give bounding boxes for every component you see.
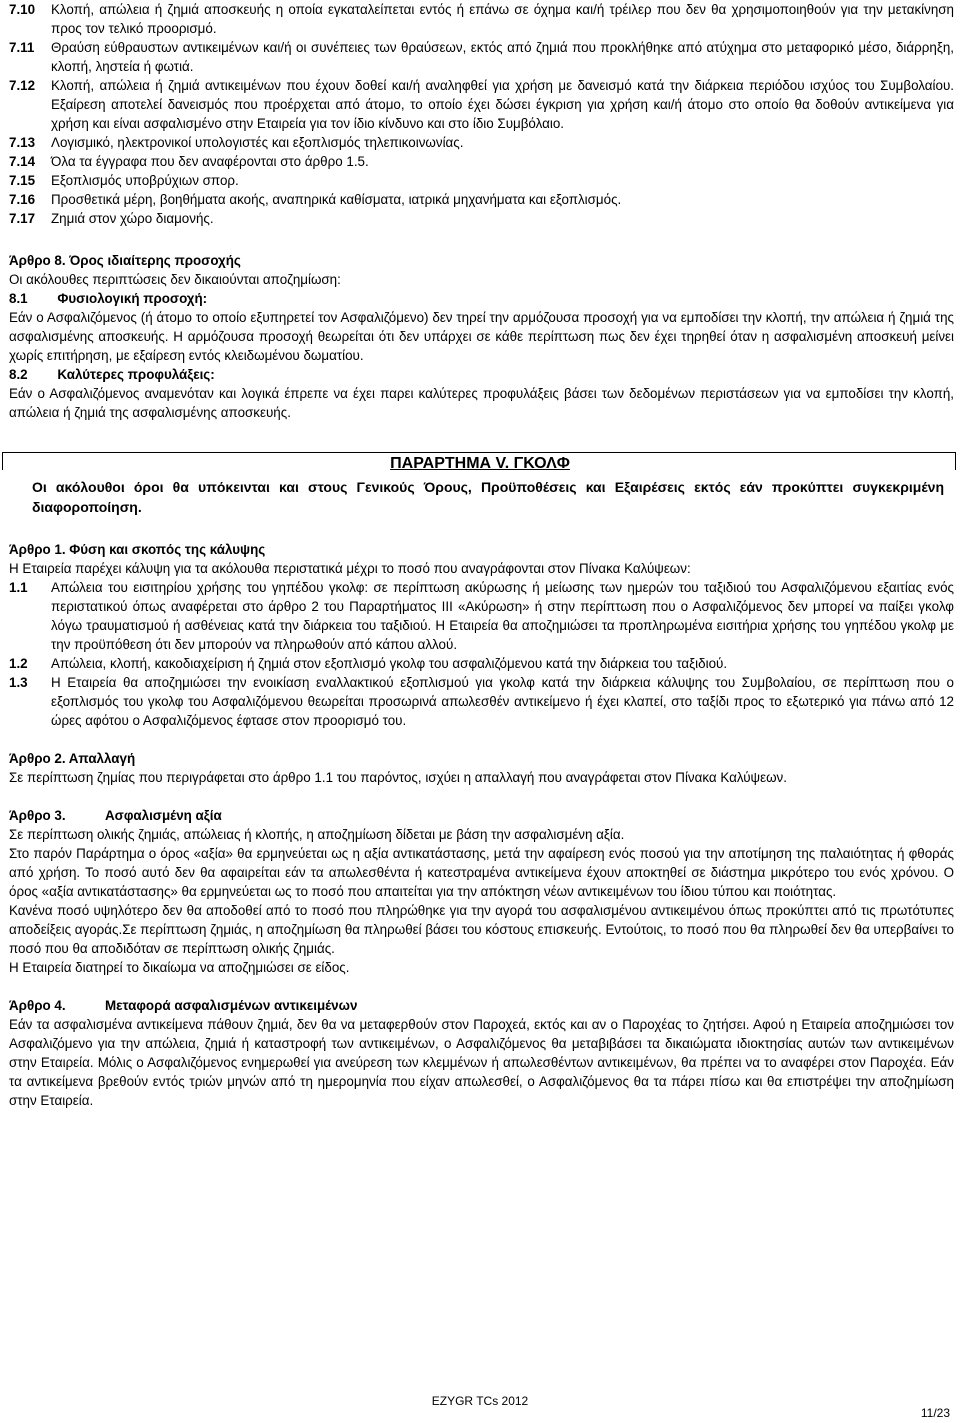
- list-item: [9, 133, 954, 152]
- item-text: Κλοπή, απώλεια ή ζημιά αποσκευής η οποία εγκαταλείπεται εντός ή επάνω σε όχημα και/ή τρέιλερ που δεν θα χρησιμοποιηθούν για την μετακίνηση προς τον τελικό προορισμό.: [51, 2, 954, 36]
- article-paragraph: Σε περίπτωση ολικής ζημιάς, απώλειας ή κλοπής, η αποζημίωση δίδεται με βάση την ασφαλισμένη αξία.: [9, 827, 625, 842]
- annex-articles: [9, 540, 954, 1110]
- item-number: 1.1: [9, 580, 28, 595]
- item-number: 1.3: [9, 675, 28, 690]
- item-number: 7.11: [9, 40, 35, 55]
- item-text: Απώλεια του εισιτηρίου χρήσης του γηπέδου γκολφ: σε περίπτωση ακύρωσης ή μείωσης των ημερών του ταξιδιού του Ασφαλιζόμενου εξαιτίας ενός περιστατικού όπως αναφέρεται στο άρθρο 2 του Παραρτήματος III «Ακύρωση» ή στην περίπτωση που ο Ασφαλιζόμενος δεν μπορεί να παίξει γκολφ λόγω τραυματισμού ή ασθένειας κατά την διάρκεια του ταξιδιού. Η Εταιρεία θα αποζημιώσει τα προπληρωμένα εισιτήρια χρήσης του γηπέδου γκολφ με την προϋπόθεση ότι δεν μπορούν να πληρωθούν από κάπου αλλού.: [51, 580, 954, 652]
- article-title: Μεταφορά ασφαλισμένων αντικειμένων: [105, 998, 358, 1013]
- item-text: Εξοπλισμός υποβρύχιων σπορ.: [51, 173, 239, 188]
- list-item: [9, 209, 954, 228]
- list-item: [9, 76, 954, 133]
- item-number: 7.15: [9, 173, 36, 188]
- item-number: 7.13: [9, 135, 36, 150]
- subsection-text: Εάν ο Ασφαλιζόμενος (ή άτομο το οποίο εξυπηρετεί τον Ασφαλιζόμενο) δεν τηρεί την αρμόζουσα προσοχή για να εμποδίσει την κλοπή, την απώλεια ή ζημιά της ασφαλισμένης αποσκευής. Η αρμόζουσα προσοχή θεωρείται ότι δεν υπάρχει σε κάθε περίπτωση πως δεν έχει τηρηθεί όταν η ασφαλισμένη αποσκευή μείνει χωρίς επιτήρηση, με εξαίρεση εντός κλειδωμένου δωματίου.: [9, 310, 954, 363]
- article-intro: Η Εταιρεία παρέχει κάλυψη για τα ακόλουθα περιστατικά μέχρι το ποσό που αναγράφονται στον Πίνακα Καλύψεων:: [9, 561, 691, 576]
- article-heading: [9, 806, 954, 825]
- item-number: 7.17: [9, 211, 36, 226]
- article-paragraph: Κανένα ποσό υψηλότερο δεν θα αποδοθεί από το ποσό που πληρώθηκε για την αγορά του ασφαλισμένου αντικειμένου όπως προκύπτει από τις πρωτότυπες αποδείξεις αγοράς.Σε περίπτωση ζημιάς, η αποζημίωση θα πληρωθεί βάσει του κόστους επισκευής. Εντούτοις, το ποσό που θα πληρωθεί δεν θα υπερβαίνει το ποσό που θα αποδιδόταν σε περίπτωση ολικής ζημιάς.: [9, 903, 954, 956]
- item-number: 7.16: [9, 192, 36, 207]
- item-text: Λογισμικό, ηλεκτρονικοί υπολογιστές και εξοπλισμός τηλεπικοινωνίας.: [51, 135, 464, 150]
- subsection-text: Εάν ο Ασφαλιζόμενος αναμενόταν και λογικά έπρεπε να έχει παρει καλύτερες προφυλάξεις βάσει των δεδομένων περιστάσεων για να εμποδίσει την κλοπή, απώλεια ή ζημιά της ασφαλισμένης αποσκευής.: [9, 386, 954, 420]
- article-paragraph: Στο παρόν Παράρτημα ο όρος «αξία» θα ερμηνεύεται ως η αξία αντικατάστασης, μετά την αφαίρεση ενός ποσού για την αποτίμηση της παλαιότητας ή φθοράς από χρήση. Το ποσό αυτό δεν θα αφαιρείται εάν τα απωλεσθέντα ή κατεστραμένα αντικείμενα έχουν αποκτηθεί σε διάστημα μικρότερο του ενός χρόνου. Ο όρος «αξία αντικατάστασης» θα ερμηνεύεται ως το ποσό που απαιτείται για την απόκτηση νέων αντικειμένων του ίδιου τύπου και ποιότητας.: [9, 846, 954, 899]
- article-title: Ασφαλισμένη αξία: [105, 808, 222, 823]
- article-label: Άρθρο 4.: [9, 998, 66, 1013]
- list-item: [9, 38, 954, 76]
- subsection-heading: 8.2 Καλύτερες προφυλάξεις:: [9, 367, 215, 382]
- article-heading: Άρθρο 8. Όρος ιδιαίτερης προσοχής: [9, 253, 241, 268]
- item-text: Όλα τα έγγραφα που δεν αναφέρονται στο άρθρο 1.5.: [51, 154, 369, 169]
- item-text: Η Εταιρεία θα αποζημιώσει την ενοικίαση εναλλακτικού εξοπλισμού για γκολφ κατά την διάρκεια κάλυψης του Συμβολαίου, σε περίπτωση που ο εξοπλισμός του γκολφ του Ασφαλιζόμενου θεωρείται προσωρινά απωλεσθέν αντικείμενο ή έχει κλαπεί, στο ταξίδι προς το εξωτερικό για πάνω από 12 ώρες αφότου ο Ασφαλιζόμενος έφτασε στον προορισμό του.: [51, 675, 954, 728]
- item-number: 7.12: [9, 78, 36, 93]
- article-heading: [9, 996, 954, 1015]
- list-item: [9, 152, 954, 171]
- item-text: Κλοπή, απώλεια ή ζημιά αντικειμένων που έχουν δοθεί και/ή αναληφθεί για χρήση με δανεισμό κατά την διάρκεια περιόδου ισχύος του Συμβολαίου. Εξαίρεση αποτελεί δανεισμός που προέρχεται από άτομο, το οποίο έχει δώσει έγκριση για χρήση και/ή άτομο στο οποίο θα δοθούν αντικείμενα για χρήση και είναι ασφαλισμένο στην Εταιρεία για τον ίδιο κίνδυνο και στο ίδιο Συμβόλαιο.: [51, 78, 954, 131]
- exclusions-list: [9, 0, 954, 228]
- list-item: [9, 0, 954, 38]
- annex-intro: Οι ακόλουθοι όροι θα υπόκεινται και στους Γενικούς Όρους, Προϋποθέσεις και Εξαιρέσεις εκτός εάν προκύπτει συγκεκριμένη διαφοροποίηση.: [32, 479, 944, 515]
- item-number: 1.2: [9, 656, 28, 671]
- item-text: Απώλεια, κλοπή, κακοδιαχείριση ή ζημιά στον εξοπλισμό γκολφ του ασφαλιζόμενου κατά την διάρκεια του ταξιδιού.: [51, 656, 728, 671]
- list-item: [9, 190, 954, 209]
- annex-title: ΠΑΡΑΡΤΗΜΑ V. ΓΚΟΛΦ: [390, 455, 570, 472]
- item-text: Προσθετικά μέρη, βοηθήματα ακοής, αναπηρικά καθίσματα, ιατρικά μηχανήματα και εξοπλισμός.: [51, 192, 622, 207]
- item-text: Ζημιά στον χώρο διαμονής.: [51, 211, 214, 226]
- list-item: [9, 171, 954, 190]
- list-item: [9, 578, 954, 654]
- item-number: 7.10: [9, 2, 36, 17]
- subsection-heading: 8.1 Φυσιολογική προσοχή:: [9, 291, 208, 306]
- article-heading: Άρθρο 1. Φύση και σκοπός της κάλυψης: [9, 542, 266, 557]
- article-heading: Άρθρο 2. Απαλλαγή: [9, 751, 136, 766]
- article-8: [9, 251, 954, 422]
- article-text: Σε περίπτωση ζημίας που περιγράφεται στο άρθρο 1.1 του παρόντος, ισχύει η απαλλαγή που αναγράφεται στον Πίνακα Καλύψεων.: [9, 770, 787, 785]
- item-number: 7.14: [9, 154, 36, 169]
- article-label: Άρθρο 3.: [9, 808, 66, 823]
- article-text: Εάν τα ασφαλισμένα αντικείμενα πάθουν ζημιά, δεν θα να μεταφερθούν στον Παροχεά, εκτός και αν ο Παροχέας το ζητήσει. Αφού η Εταιρεία αποζημιώσει τον Ασφαλιζόμενο για την απώλεια, ζημιά ή καταστροφή των αντικειμένων, ο Ασφαλιζόμενος θα μεταβιβάσει τα δικαιώματα ιδιοκτησίας αυτών των αντικειμένων στην Εταιρεία. Μόλις ο Ασφαλιζόμενος ενημερωθεί για ανεύρεση των κλεμμένων ή απωλεσθέντων αντικειμένων, θα πρέπει να το αναφέρει στον Παροχέα. Εάν τα αντικείμενα βρεθούν εντός τριών μηνών από τη ημερομηνία που είχαν απωλεσθεί, ο Ασφαλιζόμενος θα τα πάρει πίσω και θα επιστρέψει την αποζημίωση στην Εταιρεία.: [9, 1017, 954, 1108]
- list-item: [9, 654, 954, 673]
- footer-reference: EZYGR TCs 2012: [431, 1394, 529, 1408]
- page-number: 11/23: [920, 1406, 950, 1420]
- item-text: Θραύση εύθραυστων αντικειμένων και/ή οι συνέπειες των θραύσεων, εκτός από ζημιά που προκλήθηκε από ατύχημα στο μεταφορικό μέσο, διάρρηξη, κλοπή, ληστεία ή φωτιά.: [51, 40, 954, 74]
- article-paragraph: Η Εταιρεία διατηρεί το δικαίωμα να αποζημιώσει σε είδος.: [9, 960, 350, 975]
- article-intro: Οι ακόλουθες περιπτώσεις δεν δικαιούνται αποζημίωση:: [9, 272, 341, 287]
- list-item: [9, 673, 954, 730]
